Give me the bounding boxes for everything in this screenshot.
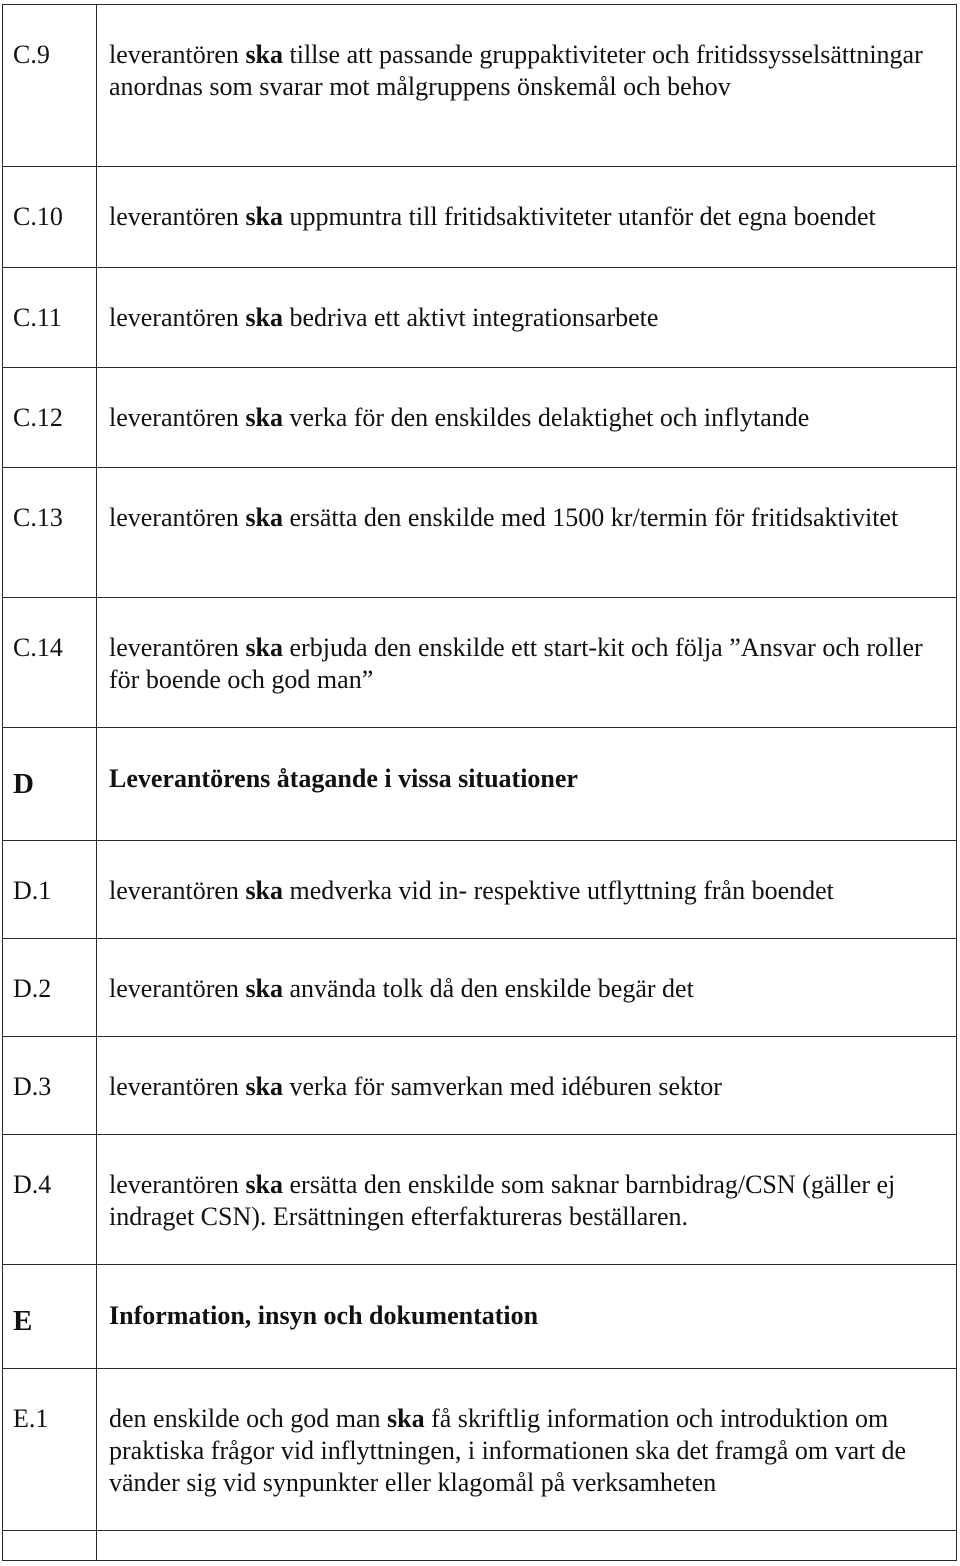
row-number: D.4 (3, 1135, 97, 1265)
table-row (3, 598, 957, 728)
table-row (3, 1135, 957, 1265)
row-number: D.1 (3, 841, 97, 939)
row-text: leverantören ska tillse att passande gruppaktiviteter och fritidssysselsättningar anordnas som svarar mot målgruppens önskemål och behov (97, 5, 957, 167)
keyword-ska: ska (245, 40, 284, 69)
table-row (3, 368, 957, 468)
row-text: leverantören ska erbjuda den enskilde ett start-kit och följa ”Ansvar och roller för boende och god man” (97, 598, 957, 728)
row-text: leverantören ska ersätta den enskilde med 1500 kr/termin för fritidsaktivitet (97, 468, 957, 598)
section-heading-row (3, 728, 957, 841)
row-number: D.2 (3, 939, 97, 1037)
table-row (3, 1037, 957, 1135)
keyword-ska: ska (245, 633, 284, 662)
keyword-ska: ska (245, 303, 284, 332)
row-text (97, 1531, 957, 1561)
keyword-ska: ska (245, 503, 284, 532)
keyword-ska: ska (387, 1404, 425, 1433)
row-number: C.14 (3, 598, 97, 728)
row-number (3, 1531, 97, 1561)
section-letter: E (3, 1265, 97, 1369)
row-number: E.1 (3, 1369, 97, 1531)
row-number: C.13 (3, 468, 97, 598)
row-number: C.9 (3, 5, 97, 167)
keyword-ska: ska (245, 876, 284, 905)
table-row (3, 167, 957, 268)
row-text: leverantören ska ersätta den enskilde som saknar barnbidrag/CSN (gäller ej indraget CSN). Ersättningen efterfaktureras beställaren. (97, 1135, 957, 1265)
table-row (3, 1531, 957, 1561)
table-row (3, 468, 957, 598)
row-number: C.10 (3, 167, 97, 268)
keyword-ska: ska (245, 1170, 284, 1199)
section-heading: Information, insyn och dokumentation (97, 1265, 957, 1369)
section-letter: D (3, 728, 97, 841)
requirements-table (2, 4, 957, 1561)
table-row (3, 841, 957, 939)
row-number: D.3 (3, 1037, 97, 1135)
row-text: leverantören ska uppmuntra till fritidsaktiviteter utanför det egna boendet (97, 167, 957, 268)
table-row (3, 268, 957, 368)
table-row (3, 939, 957, 1037)
table-row (3, 1369, 957, 1531)
keyword-ska: ska (245, 202, 284, 231)
keyword-ska: ska (245, 974, 284, 1003)
section-heading-row (3, 1265, 957, 1369)
row-text: leverantören ska verka för samverkan med idéburen sektor (97, 1037, 957, 1135)
section-heading: Leverantörens åtagande i vissa situationer (97, 728, 957, 841)
row-text: leverantören ska bedriva ett aktivt integrationsarbete (97, 268, 957, 368)
row-text: leverantören ska använda tolk då den enskilde begär det (97, 939, 957, 1037)
row-number: C.12 (3, 368, 97, 468)
row-text: leverantören ska medverka vid in- respektive utflyttning från boendet (97, 841, 957, 939)
row-text: den enskilde och god man ska få skriftlig information och introduktion om praktiska frågor vid inflyttningen, i informationen ska det framgå om vart de vänder sig vid synpunkter eller klagomål på verksamheten (97, 1369, 957, 1531)
keyword-ska: ska (245, 403, 284, 432)
row-text: leverantören ska verka för den enskildes delaktighet och inflytande (97, 368, 957, 468)
table-row (3, 5, 957, 167)
row-number: C.11 (3, 268, 97, 368)
keyword-ska: ska (245, 1072, 284, 1101)
